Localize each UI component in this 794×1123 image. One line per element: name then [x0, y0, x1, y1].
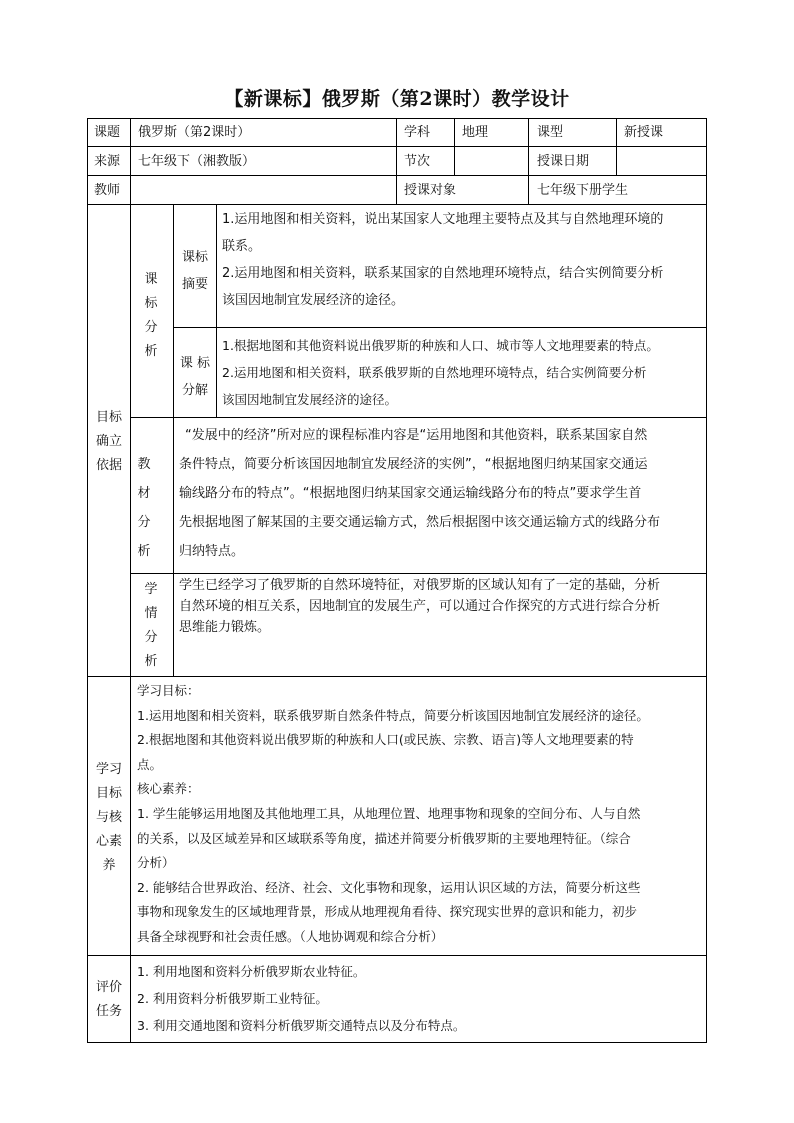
learner-line: 学生已经学习了俄罗斯的自然环境特征，对俄罗斯的区域认知有了一定的基础，分析 [179, 578, 661, 593]
objectives-line: 的关系，以及区域差异和区域联系等角度，描述并简要分析俄罗斯的主要地理特征。（综合 [137, 830, 631, 846]
learner-analysis-label [141, 578, 161, 674]
objectives-label-line: 养 [102, 858, 116, 873]
basis-label-line: 确立 [95, 434, 122, 449]
curriculum-label-char: 分 [144, 320, 158, 335]
textbook-label-char: 分 [137, 515, 151, 530]
decomposition-label-line: 课 标 [179, 356, 211, 371]
objectives-label-line: 与核 [95, 810, 122, 825]
learner-label-char: 析 [144, 654, 158, 669]
textbook-line: 先根据地图了解某国的主要交通运输方式，然后根据图中该交通运输方式的线路分布 [179, 515, 661, 530]
evaluation-line: 3. 利用交通地图和资料分析俄罗斯交通特点以及分布特点。 [137, 1018, 466, 1033]
subject-value: 地理 [462, 125, 489, 140]
subject-label: 学科 [404, 125, 431, 140]
evaluation-line: 1. 利用地图和资料分析俄罗斯农业特征。 [137, 964, 366, 979]
decomposition-label-line: 分解 [181, 383, 208, 398]
textbook-line: “发展中的经济”所对应的课程标准内容是“运用地图和其他资料，联系某国家自然 [185, 428, 648, 443]
col-divider [454, 118, 455, 175]
evaluation-label [88, 976, 130, 1024]
summary-line: 联系。 [222, 239, 262, 254]
decomposition-line: 该国因地制宜发展经济的途径。 [222, 392, 398, 407]
summary-label-line: 摘要 [181, 277, 208, 292]
objectives-line: 点。 [137, 756, 163, 772]
learner-line: 自然环境的相互关系，因地制宜的发展生产，可以通过合作探究的方式进行综合分析 [179, 599, 661, 614]
curriculum-label-char: 课 [144, 272, 158, 287]
basis-label-line: 目标 [95, 410, 122, 425]
objectives-text [137, 679, 649, 950]
curriculum-analysis-label [141, 268, 161, 364]
decomposition-text [222, 332, 659, 413]
textbook-line: 归纳特点。 [179, 544, 245, 559]
date-label: 授课日期 [537, 154, 590, 169]
teacher-label: 教师 [94, 183, 121, 198]
row-divider [87, 146, 707, 147]
basis-label [88, 406, 130, 478]
decomposition-line: 1.根据地图和其他资料说出俄罗斯的种族和人口、城市等人文地理要素的特点。 [222, 338, 659, 353]
textbook-line: 输线路分布的特点”。“根据地图归纳某国家交通运输线路分布的特点”要求学生首 [179, 486, 642, 501]
evaluation-line: 2. 利用资料分析俄罗斯工业特征。 [137, 991, 328, 1006]
col-divider [130, 118, 131, 204]
col-divider [216, 204, 217, 417]
learner-text [179, 575, 660, 638]
objectives-line: 1. 学生能够运用地图及其他地理工具，从地理位置、地理事物和现象的空间分布、人与自然 [137, 805, 641, 821]
col-divider [528, 118, 529, 204]
topic-label: 课题 [94, 125, 121, 140]
row-divider [173, 327, 707, 328]
col-divider [396, 118, 397, 204]
summary-label [174, 244, 216, 298]
summary-text [222, 206, 663, 314]
row-divider [130, 417, 707, 418]
decomposition-label [174, 350, 216, 404]
row-divider [87, 955, 707, 956]
summary-label-line: 课标 [181, 250, 208, 265]
col-divider [616, 118, 617, 175]
summary-line: 2.运用地图和相关资料，联系某国家的自然地理环境特点，结合实例简要分析 [222, 266, 664, 281]
objectives-line: 事物和现象发生的区域地理背景，形成从地理视角看待、探究现实世界的意识和能力，初步 [137, 904, 638, 920]
document-title: 【新课标】俄罗斯（第2课时）教学设计 [224, 88, 570, 110]
textbook-label-char: 析 [137, 544, 151, 559]
lesson-type-value: 新授课 [624, 125, 664, 140]
textbook-line: 条件特点，简要分析该国因地制宜发展经济的实例”，“根据地图归纳某国家交通运 [179, 457, 648, 472]
curriculum-label-char: 标 [144, 296, 158, 311]
objectives-line: 2.根据地图和其他资料说出俄罗斯的种族和人口(或民族、宗教、语言)等人文地理要素的特 [137, 732, 634, 748]
row-divider [87, 204, 707, 205]
textbook-label-char: 教 [137, 457, 151, 472]
evaluation-label-line: 任务 [95, 1004, 122, 1019]
textbook-text [179, 421, 660, 566]
topic-value: 俄罗斯（第2课时） [138, 125, 251, 140]
decomposition-line: 2.运用地图和相关资料，联系俄罗斯的自然地理环境特点，结合实例简要分析 [222, 365, 647, 380]
source-value: 七年级下（湘教版） [138, 154, 256, 169]
objectives-line: 分析） [137, 855, 175, 871]
learner-line: 思维能力锻炼。 [179, 620, 271, 635]
objectives-line: 2. 能够结合世界政治、经济、社会、文化事物和现象，运用认识区域的方法，简要分析这些 [137, 879, 641, 895]
objectives-label [88, 758, 130, 878]
objectives-line: 学习目标： [137, 683, 200, 698]
learner-label-char: 情 [144, 606, 158, 621]
audience-label: 授课对象 [404, 183, 457, 198]
textbook-analysis-label [134, 450, 154, 566]
objectives-label-line: 心素 [95, 834, 122, 849]
summary-line: 1.运用地图和相关资料，说出某国家人文地理主要特点及其与自然地理环境的 [222, 212, 664, 227]
evaluation-label-line: 评价 [95, 980, 122, 995]
objectives-line: 具备全球视野和社会责任感。（人地协调观和综合分析） [137, 928, 444, 944]
lesson-type-label: 课型 [537, 125, 564, 140]
learner-label-char: 分 [144, 630, 158, 645]
textbook-label-char: 材 [137, 486, 151, 501]
evaluation-text [137, 958, 465, 1039]
row-divider [130, 573, 707, 574]
summary-line: 该国因地制宜发展经济的途径。 [222, 293, 405, 308]
row-divider [87, 175, 707, 176]
audience-value: 七年级下册学生 [537, 183, 629, 198]
curriculum-label-char: 析 [144, 344, 158, 359]
objectives-line: 核心素养： [137, 781, 200, 797]
learner-label-char: 学 [144, 582, 158, 597]
session-label: 节次 [404, 154, 431, 169]
col-divider [130, 204, 131, 1043]
source-label: 来源 [94, 154, 121, 169]
objectives-label-line: 学习 [95, 762, 122, 777]
objectives-label-line: 目标 [95, 786, 122, 801]
row-divider [87, 676, 707, 677]
basis-label-line: 依据 [95, 458, 122, 473]
objectives-line: 1.运用地图和相关资料，联系俄罗斯自然条件特点，简要分析该国因地制宜发展经济的途径。 [137, 707, 649, 723]
